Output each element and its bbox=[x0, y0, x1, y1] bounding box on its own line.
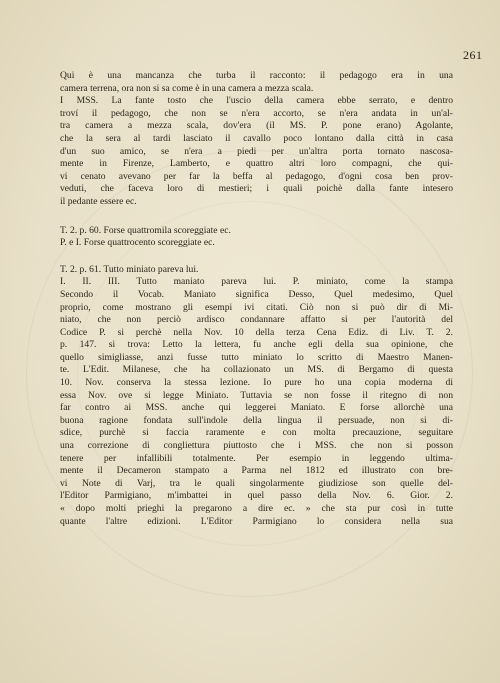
text-line: quello simigliasse, anzi fusse tutto miniato lo scritto di Maestro Manen- bbox=[60, 351, 453, 363]
text-line: niato, che non perciò ardisco condannare affatto si per l'autorità del bbox=[60, 314, 453, 326]
text-line: mente in Firenze, Lamberto, e quattro altri loro compagni, che qui- bbox=[60, 158, 453, 170]
text-line: proprio, come mostrano gli esempi ivi citati. Ciò non si può dir di Mi- bbox=[60, 301, 453, 313]
text-line: tra camera a mezza scala, dov'era (il MS. P. pone erano) Agolante, bbox=[60, 120, 453, 132]
paragraph-3 bbox=[60, 225, 453, 250]
text-line: I. II. III. Tutto maniato pareva lui. P. miniato, come la stampa bbox=[60, 276, 453, 288]
text-line: sdice, purchè si faccia raramente e con molta precauzione, seguitare bbox=[60, 427, 453, 439]
text-line: il pedante essere ec. bbox=[60, 195, 137, 207]
text-line: che la sera al tardi lasciato il cavallo poco lontano dalla città in casa bbox=[60, 132, 453, 144]
text-line: te. L'Edit. Milanese, che ha collazionato un MS. di Bergamo di questa bbox=[60, 364, 453, 376]
text-line: T. 2. p. 61. Tutto miniato pareva lui. bbox=[60, 263, 199, 275]
text-line: vi cenato avevano per far la beffa al pedagogo, d'ogni cosa ben prov- bbox=[60, 170, 453, 182]
text-line: essa Nov. ove si legge Miniato. Tuttavia se non fosse il ritegno di non bbox=[60, 389, 453, 401]
text-line: l'Editor Parmigiano, m'imbattei in quel passo della Nov. 6. Gior. 2. bbox=[60, 490, 453, 502]
text-line: tenere per infallibili totalmente. Per esempio in leggendo ultima- bbox=[60, 452, 453, 464]
text-line: T. 2. p. 60. Forse quattromila scoreggiate ec. bbox=[60, 224, 231, 236]
text-line: P. e I. Forse quattrocento scoreggiate ec. bbox=[60, 237, 215, 249]
paragraph-gap bbox=[60, 250, 453, 264]
page-text bbox=[60, 70, 453, 541]
text-line: p. 147. si trova: Letto la lettera, fu anche egli della sua opinione, che bbox=[60, 339, 453, 351]
text-line: Qui è una mancanza che turba il racconto: il pedagogo era in una bbox=[60, 70, 453, 81]
text-line: « dopo molti prieghi la pregarono a dire ec. » che sta pur così in tutte bbox=[60, 503, 453, 514]
text-line: una correzione di congliettura piuttosto che i MSS. che non si posson bbox=[60, 440, 453, 452]
page-number: 261 bbox=[463, 48, 483, 62]
text-line: I MSS. La fante tosto che l'uscio della camera ebbe serrato, e dentro bbox=[60, 95, 453, 107]
text-line bbox=[60, 528, 453, 541]
text-line: veduti, che faceva loro di mestieri; i quali poichè dalla fante intesero bbox=[60, 183, 453, 195]
text-line: Secondo il Vocab. Maniato significa Desso, Quel medesimo, Quel bbox=[60, 288, 453, 300]
text-line: d'un suo amico, se n'era a piedi per un'altra porta tornato nascosa- bbox=[60, 145, 453, 157]
text-line: camera terrena, ora non si sa come è in una camera a mezza scala. bbox=[60, 82, 314, 94]
paragraph-1 bbox=[60, 70, 453, 95]
text-line: Codice P. si perchè nella Nov. 10 della terza Cena Ediz. di Liv. T. 2. bbox=[60, 326, 453, 338]
text-line: 10. Nov. conserva la stessa lezione. Io pure ho una copia moderna di bbox=[60, 377, 453, 389]
text-line: mente il Decameron stampato a Parma nel 1812 ed illustrato con bre- bbox=[60, 465, 453, 477]
text-line: quante l'altre edizioni. L'Editor Parmigiano lo considera nella sua bbox=[60, 515, 453, 527]
text-line: far contro ai MSS. anche qui leggerei Maniato. E forse allorchè una bbox=[60, 402, 453, 414]
text-line: vi Note di Varj, tra le quali singolarmente giudiziose son quelle del- bbox=[60, 477, 453, 489]
paragraph-gap bbox=[60, 209, 453, 225]
text-line: buona ragione fondata sull'indole della lingua il persuade, non si di- bbox=[60, 414, 453, 426]
paragraph-4 bbox=[60, 264, 453, 541]
text-line: troví il pedagogo, che non se n'era accorto, se n'era andata in un'al- bbox=[60, 107, 453, 119]
paragraph-2 bbox=[60, 95, 453, 208]
